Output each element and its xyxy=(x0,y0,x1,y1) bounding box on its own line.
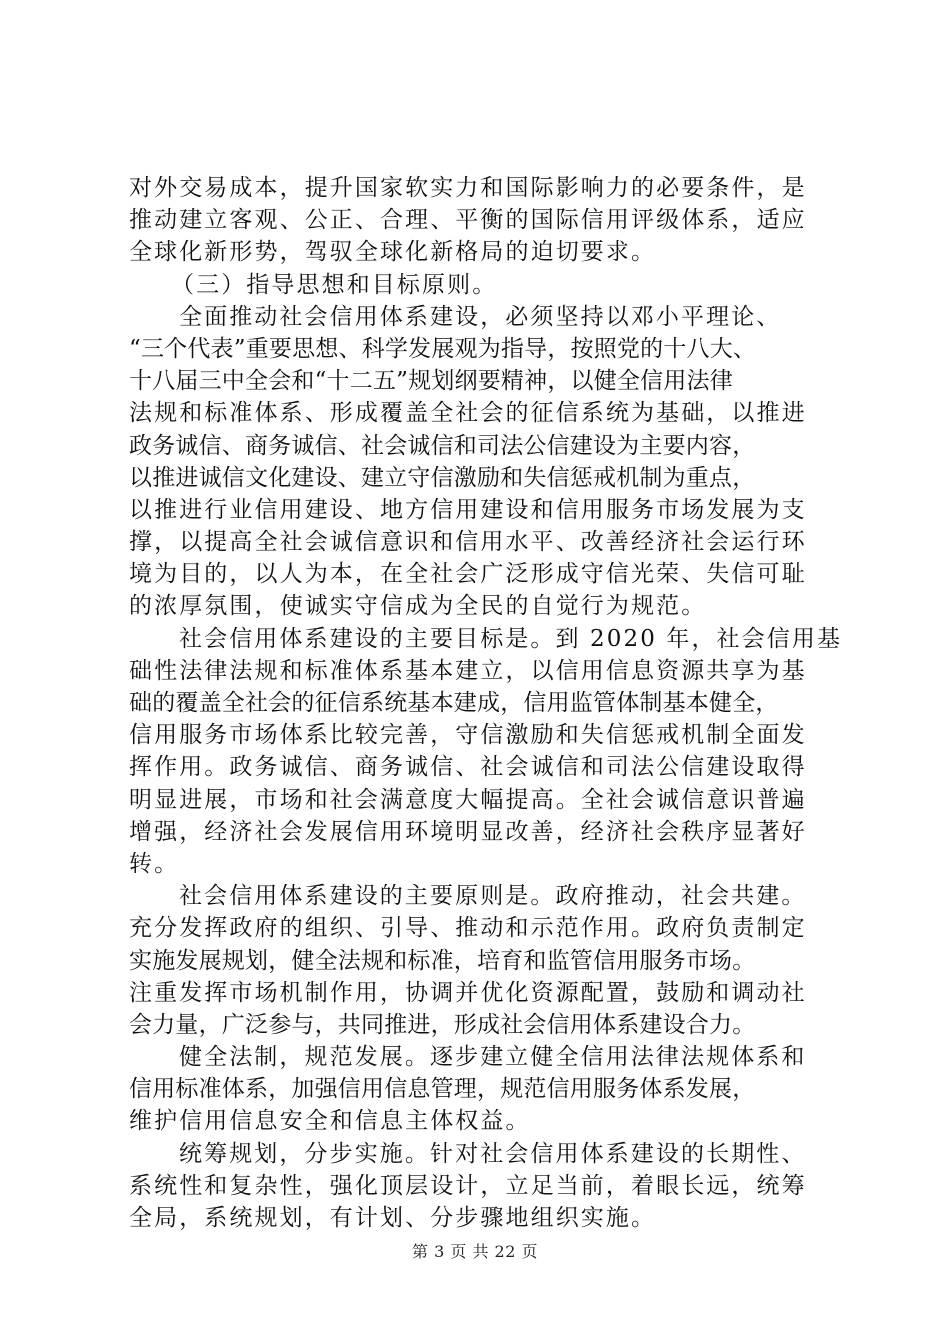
text-line: 境为目的，以人为本，在全社会广泛形成守信光荣、失信可耻 xyxy=(129,561,807,588)
text-line: 对外交易成本，提升国家软实力和国际影响力的必要条件，是 xyxy=(129,175,807,201)
text-line: 会力量，广泛参与，共同推进，形成社会信用体系建设合力。 xyxy=(129,1011,756,1038)
document-body xyxy=(129,172,843,1234)
text-line: 信用标准体系，加强信用信息管理，规范信用服务体系发展， xyxy=(129,1076,756,1103)
text-line: 信用服务市场体系比较完善，守信激励和失信惩戒机制全面发 xyxy=(129,722,807,749)
text-line: 社会信用体系建设的主要目标是。到 2020 年，社会信用基 xyxy=(179,625,843,652)
text-line: 明显进展，市场和社会满意度大幅提高。全社会诚信意识普遍 xyxy=(129,786,807,813)
text-line: 十八届三中全会和“十二五”规划纲要精神，以健全信用法律 xyxy=(129,368,733,395)
text-line: 撑，以提高全社会诚信意识和信用水平、改善经济社会运行环 xyxy=(129,529,807,556)
text-line: 法规和标准体系、形成覆盖全社会的征信系统为基础，以推进 xyxy=(129,400,807,427)
text-line: 的浓厚氛围，使诚实守信成为全民的自觉行为规范。 xyxy=(129,593,707,620)
text-line: 实施发展规划，健全法规和标准，培育和监管信用服务市场。 xyxy=(129,947,756,974)
text-line: 全局，系统规划，有计划、分步骤地组织实施。 xyxy=(129,1205,657,1231)
text-line: 健全法制，规范发展。逐步建立健全信用法律法规体系和 xyxy=(179,1044,807,1071)
text-line: 转。 xyxy=(129,850,180,877)
text-line: 全球化新形势，驾驭全球化新格局的迫切要求。 xyxy=(129,239,657,266)
text-line: 挥作用。政务诚信、商务诚信、社会诚信和司法公信建设取得 xyxy=(129,754,807,781)
text-line: 础的覆盖全社会的征信系统基本建成，信用监管体制基本健全， xyxy=(129,690,779,716)
text-line: 础性法律法规和标准体系基本建立，以信用信息资源共享为基 xyxy=(129,657,807,684)
text-line: 增强，经济社会发展信用环境明显改善，经济社会秩序显著好 xyxy=(129,818,807,845)
text-line: 统筹规划，分步实施。针对社会信用体系建设的长期性、 xyxy=(179,1140,807,1167)
text-line: 注重发挥市场机制作用，协调并优化资源配置，鼓励和调动社 xyxy=(129,979,807,1006)
section-heading: （三）指导思想和目标原则。 xyxy=(171,271,498,298)
text-line: 以推进诚信文化建设、建立守信激励和失信惩戒机制为重点， xyxy=(129,464,756,491)
text-line: 政务诚信、商务诚信、社会诚信和司法公信建设为主要内容， xyxy=(129,432,756,459)
text-line: 社会信用体系建设的主要原则是。政府推动，社会共建。 xyxy=(179,883,807,910)
text-line: 推动建立客观、公正、合理、平衡的国际信用评级体系，适应 xyxy=(129,207,807,234)
text-line: 以推进行业信用建设、地方信用建设和信用服务市场发展为支 xyxy=(129,496,807,523)
text-line: 系统性和复杂性，强化顶层设计，立足当前，着眼长远，统筹 xyxy=(129,1172,807,1199)
text-line: “三个代表”重要思想、科学发展观为指导，按照党的十八大、 xyxy=(129,335,757,362)
page-number-footer: 第 3 页 共 22 页 xyxy=(412,1242,538,1261)
text-line: 全面推动社会信用体系建设，必须坚持以邓小平理论、 xyxy=(179,303,782,330)
text-line: 充分发挥政府的组织、引导、推动和示范作用。政府负责制定 xyxy=(129,915,807,942)
text-line: 维护信用信息安全和信息主体权益。 xyxy=(129,1108,531,1135)
